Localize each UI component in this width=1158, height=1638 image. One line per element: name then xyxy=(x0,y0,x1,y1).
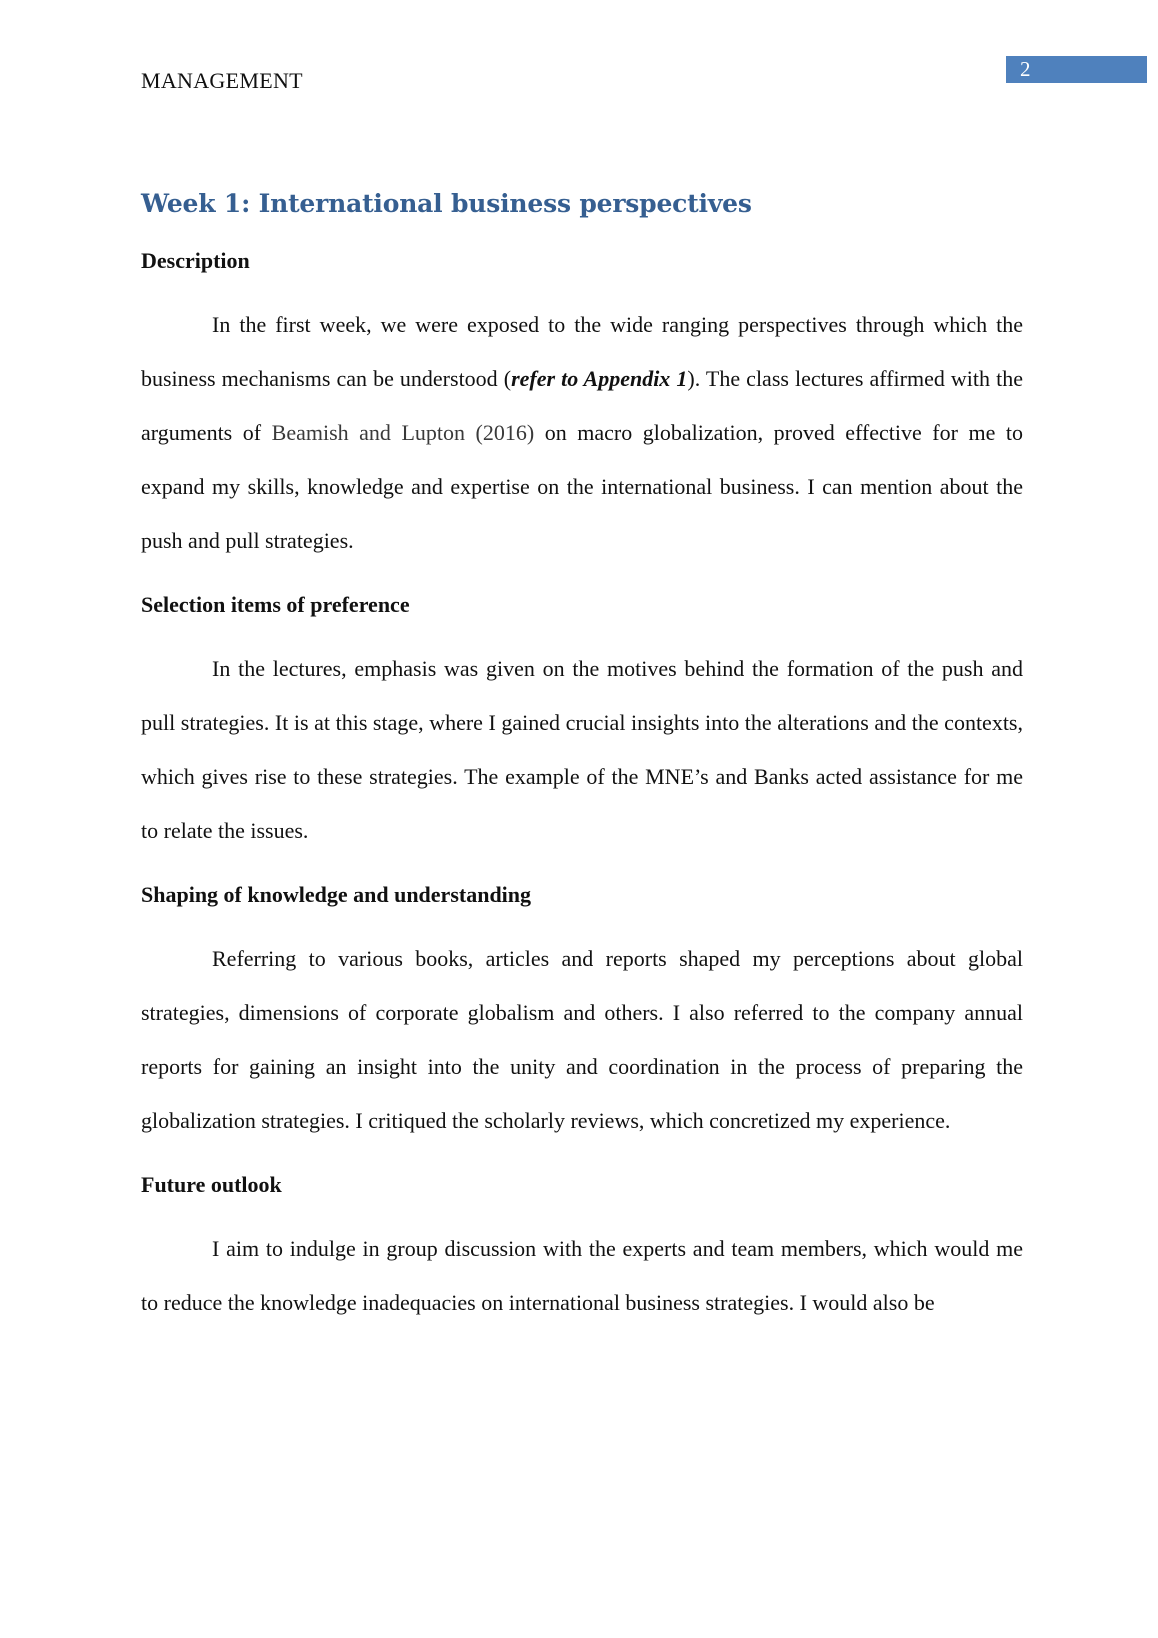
section-heading-selection: Selection items of preference xyxy=(141,592,410,617)
page-number: 2 xyxy=(1020,57,1031,81)
document-body xyxy=(141,184,1023,1330)
citation-beamish-lupton: Beamish and Lupton (2016) xyxy=(271,420,535,445)
paragraph-selection: In the lectures, emphasis was given on the motives behind the formation of the push and pull strategies. It is at this stage, where I gained crucial insights into the alterations and the contexts, which gives rise to these strategies. The example of the MNE’s and Banks acted assistance for me to relate the issues. xyxy=(141,656,1023,843)
paragraph-description-text-1: In the first week, we were exposed to the wide ranging perspectives through which the business mechanisms can be understood ( xyxy=(141,312,1023,391)
section-heading-shaping: Shaping of knowledge and understanding xyxy=(141,882,532,907)
week-heading: Week 1: International business perspectives xyxy=(141,189,752,218)
appendix-reference: refer to Appendix 1 xyxy=(511,366,688,391)
paragraph-description xyxy=(141,298,1023,568)
section-heading-future: Future outlook xyxy=(141,1172,282,1197)
section-heading-description: Description xyxy=(141,248,250,273)
page-number-box xyxy=(1006,56,1147,83)
paragraph-description-text-3: on macro globalization, proved effective for me to expand my skills, knowledge and expertise on the international business. I can mention about the push and pull strategies. xyxy=(141,420,1024,553)
paragraph-future: I aim to indulge in group discussion with the experts and team members, which would me to reduce the knowledge inadequacies on international business strategies. I would also be xyxy=(141,1236,1023,1315)
paragraph-shaping: Referring to various books, articles and reports shaped my perceptions about global strategies, dimensions of corporate globalism and others. I also referred to the company annual reports for gaining an insight into the unity and coordination in the process of preparing the globalization strategies. I critiqued the scholarly reviews, which concretized my experience. xyxy=(141,946,1023,1133)
paragraph-description-text-2: ). The class lectures affirmed with the arguments of xyxy=(141,366,1023,445)
running-head: MANAGEMENT xyxy=(141,68,303,93)
